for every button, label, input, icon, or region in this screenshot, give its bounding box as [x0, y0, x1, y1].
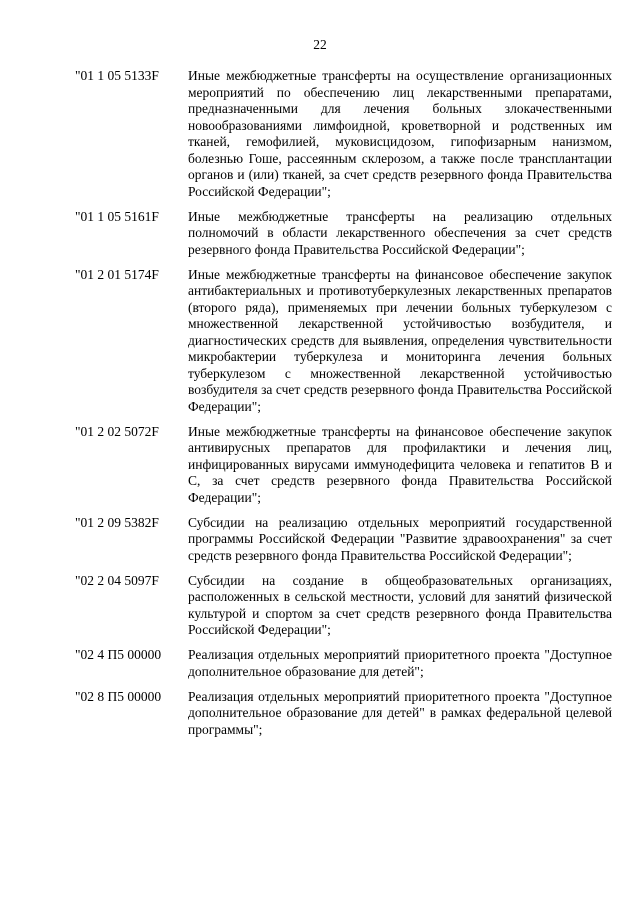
budget-code-list	[75, 68, 612, 747]
budget-description: Иные межбюджетные трансферты на финансовое обеспечение закупок антибактериальных и противотуберкулезных лекарственных препаратов (второго ряда), применяемых при лечении больных туберкулезом с множественной лекарственной устойчивостью возбудителя, и диагностических средств для выявления, определения чувствительности микробактерии туберкулеза и мониторинга лечения больных туберкулезом с множественной лекарственной устойчивостью возбудителя за счет средств резервного фонда Правительства Российской Федерации";	[188, 266, 612, 414]
budget-description: Субсидии на реализацию отдельных мероприятий государственной программы Российской Федерации "Развитие здравоохранения" за счет средств резервного фонда Правительства Российской Федерации";	[188, 514, 612, 563]
budget-description: Иные межбюджетные трансферты на финансовое обеспечение закупок антивирусных препаратов для профилактики и лечения лиц, инфицированных вирусами иммунодефицита человека и гепатитов B и C, за счет средств резервного фонда Правительства Российской Федерации";	[188, 423, 612, 505]
budget-description: Реализация отдельных мероприятий приоритетного проекта "Доступное дополнительное образование для детей" в рамках федеральной целевой программы";	[188, 688, 612, 737]
budget-entry	[75, 424, 612, 507]
budget-code: "01 1 05 5161F	[75, 208, 159, 224]
budget-entry	[75, 515, 612, 565]
budget-entry	[75, 647, 612, 680]
budget-code: "02 4 П5 00000	[75, 647, 162, 662]
budget-description: Реализация отдельных мероприятий приоритетного проекта "Доступное дополнительное образование для детей";	[188, 647, 612, 679]
budget-code: "01 1 05 5133F	[75, 68, 159, 83]
budget-description: Иные межбюджетные трансферты на реализацию отдельных полномочий в области лекарственного обеспечения за счет средств резервного фонда Правительства Российской Федерации";	[188, 208, 612, 257]
budget-entry	[75, 689, 612, 739]
budget-code: "01 2 01 5174F	[75, 266, 159, 282]
page-number: 22	[313, 37, 327, 52]
budget-entry	[75, 267, 612, 416]
budget-description: Иные межбюджетные трансферты на осуществление организационных мероприятий по обеспечению лиц лекарственными препаратами, предназначенными для лечения больных злокачественными новообразованиями лимфоидной, кроветворной и родственных им тканей, гемофилией, муковисцидозом, гипофизарным нанизмом, болезнью Гоше, рассеянным склерозом, а также после трансплантации органов и (или) тканей, за счет средств резервного фонда Правительства Российской Федерации";	[188, 68, 612, 199]
budget-entry	[75, 573, 612, 639]
budget-code: "01 2 02 5072F	[75, 423, 159, 439]
budget-code: "02 2 04 5097F	[75, 572, 159, 588]
budget-entry	[75, 68, 612, 200]
budget-code: "01 2 09 5382F	[75, 514, 159, 530]
budget-description: Субсидии на создание в общеобразовательных организациях, расположенных в сельской местности, условий для занятий физической культурой и спортом за счет средств резервного фонда Правительства Российской Федерации";	[188, 572, 612, 637]
budget-code: "02 8 П5 00000	[75, 688, 162, 704]
budget-entry	[75, 209, 612, 259]
